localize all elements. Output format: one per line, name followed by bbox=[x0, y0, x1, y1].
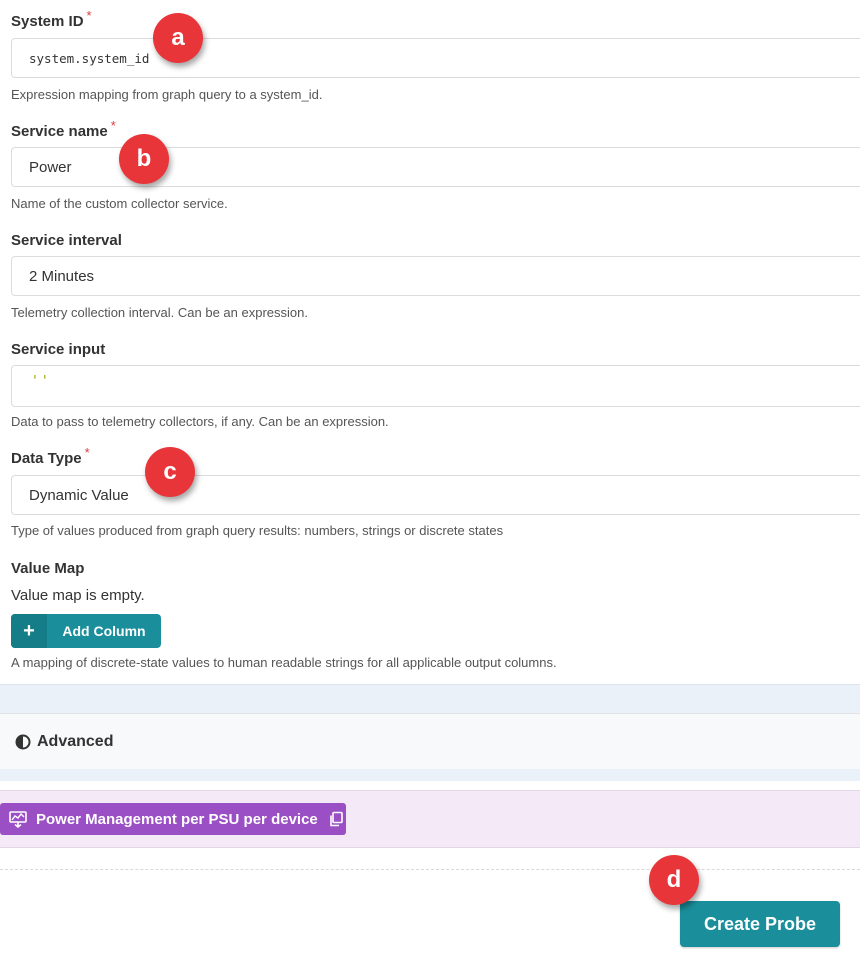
data-type-label: Data Type * bbox=[11, 445, 90, 467]
annotation-marker-b: b bbox=[119, 134, 169, 184]
create-probe-button[interactable]: Create Probe bbox=[680, 901, 840, 947]
system-id-help: Expression mapping from graph query to a system_id. bbox=[11, 87, 323, 102]
advanced-label: Advanced bbox=[37, 733, 114, 750]
add-column-button[interactable] bbox=[11, 614, 161, 648]
service-name-input[interactable]: Power bbox=[11, 147, 860, 187]
value-map-label: Value Map bbox=[11, 560, 85, 577]
add-column-label: Add Column bbox=[62, 623, 146, 639]
service-interval-help: Telemetry collection interval. Can be an expression. bbox=[11, 305, 308, 320]
probe-badge-row bbox=[0, 790, 860, 848]
annotation-marker-a: a bbox=[153, 13, 203, 63]
probe-name-label: Power Management per PSU per device bbox=[36, 810, 318, 828]
system-id-label: System ID * bbox=[11, 8, 92, 30]
value-map-help: A mapping of discrete-state values to human readable strings for all applicable output columns. bbox=[11, 655, 557, 670]
section-divider bbox=[0, 769, 860, 781]
data-type-help: Type of values produced from graph query results: numbers, strings or discrete states bbox=[11, 523, 504, 538]
annotation-marker-d: d bbox=[649, 855, 699, 905]
system-id-input[interactable]: system.system_id bbox=[11, 38, 860, 78]
service-name-help: Name of the custom collector service. bbox=[11, 196, 228, 211]
service-input-editor[interactable]: '' bbox=[11, 365, 860, 407]
probe-name-badge[interactable] bbox=[0, 803, 346, 835]
required-asterisk: * bbox=[84, 445, 90, 460]
probe-icon bbox=[8, 809, 28, 829]
service-input-help: Data to pass to telemetry collectors, if any. Can be an expression. bbox=[11, 414, 389, 429]
footer-divider bbox=[0, 869, 860, 870]
section-divider bbox=[0, 684, 860, 715]
value-map-empty-text: Value map is empty. bbox=[11, 587, 145, 604]
half-circle-icon bbox=[15, 734, 31, 750]
required-asterisk: * bbox=[86, 8, 92, 23]
plus-icon: + bbox=[11, 614, 47, 648]
copy-icon[interactable] bbox=[328, 811, 344, 827]
service-interval-label: Service interval bbox=[11, 232, 122, 249]
advanced-section-toggle[interactable] bbox=[0, 713, 860, 771]
data-type-select[interactable]: Dynamic Value bbox=[11, 475, 860, 515]
annotation-marker-c: c bbox=[145, 447, 195, 497]
service-name-label: Service name * bbox=[11, 118, 116, 140]
service-input-label: Service input bbox=[11, 341, 106, 358]
required-asterisk: * bbox=[110, 118, 116, 133]
service-interval-input[interactable]: 2 Minutes bbox=[11, 256, 860, 296]
